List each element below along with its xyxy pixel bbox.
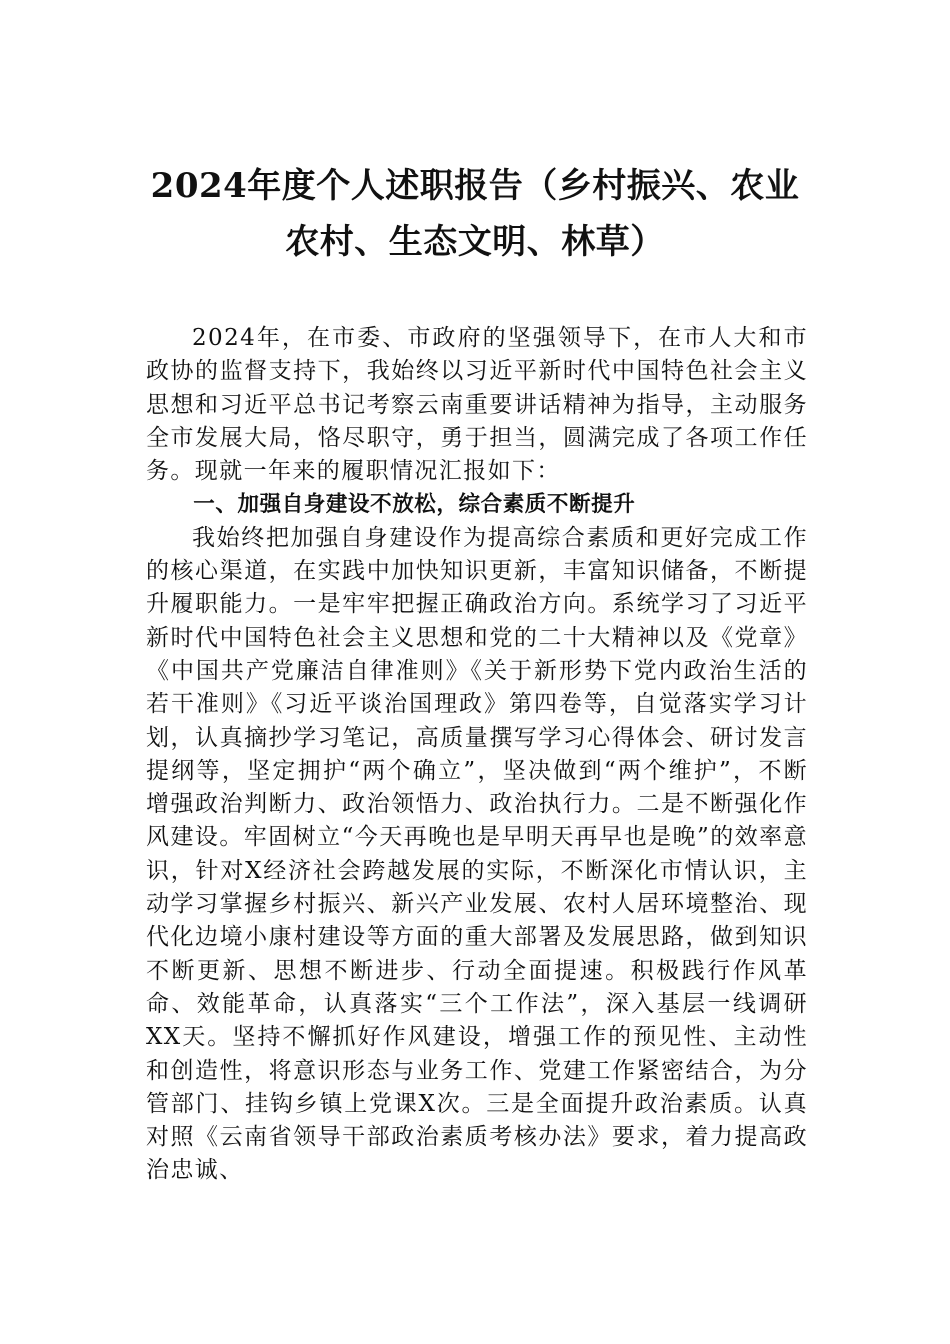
title-line-1: 2024年度个人述职报告（乡村振兴、农业: [150, 166, 800, 206]
title-line-2: 农村、生态文明、林草）: [285, 222, 665, 262]
section-1-heading: 一、加强自身建设不放松，综合素质不断提升: [193, 492, 636, 518]
document-body: [146, 322, 808, 1188]
intro-paragraph: 2024年，在市委、市政府的坚强领导下，在市人大和市政协的监督支持下，我始终以习近平新时代中国特色社会主义思想和习近平总书记考察云南重要讲话精神为指导，主动服务全市发展大局，恪尽职守，勇于担当，圆满完成了各项工作任务。现就一年来的履职情况汇报如下：: [146, 325, 808, 485]
section-1-paragraph: 我始终把加强自身建设作为提高综合素质和更好完成工作的核心渠道，在实践中加快知识更新，丰富知识储备，不断提升履职能力。一是牢牢把握正确政治方向。系统学习了习近平新时代中国特色社会主义思想和党的二十大精神以及《党章》《中国共产党廉洁自律准则》《关于新形势下党内政治生活的若干准则》《习近平谈治国理政》第四卷等，自觉落实学习计划，认真摘抄学习笔记，高质量撰写学习心得体会、研讨发言提纲等，坚定拥护“两个确立”，坚决做到“两个维护”，不断增强政治判断力、政治领悟力、政治执行力。二是不断强化作风建设。牢固树立“今天再晚也是早明天再早也是晚”的效率意识，针对X经济社会跨越发展的实际，不断深化市情认识，主动学习掌握乡村振兴、新兴产业发展、农村人居环境整治、现代化边境小康村建设等方面的重大部署及发展思路，做到知识不断更新、思想不断进步、行动全面提速。积极践行作风革命、效能革命，认真落实“三个工作法”，深入基层一线调研XX天。坚持不懈抓好作风建设，增强工作的预见性、主动性和创造性，将意识形态与业务工作、党建工作紧密结合，为分管部门、挂钩乡镇上党课X次。三是全面提升政治素质。认真对照《云南省领导干部政治素质考核办法》要求，着力提高政治忠诚、: [146, 524, 808, 1184]
document-title: [140, 158, 810, 270]
